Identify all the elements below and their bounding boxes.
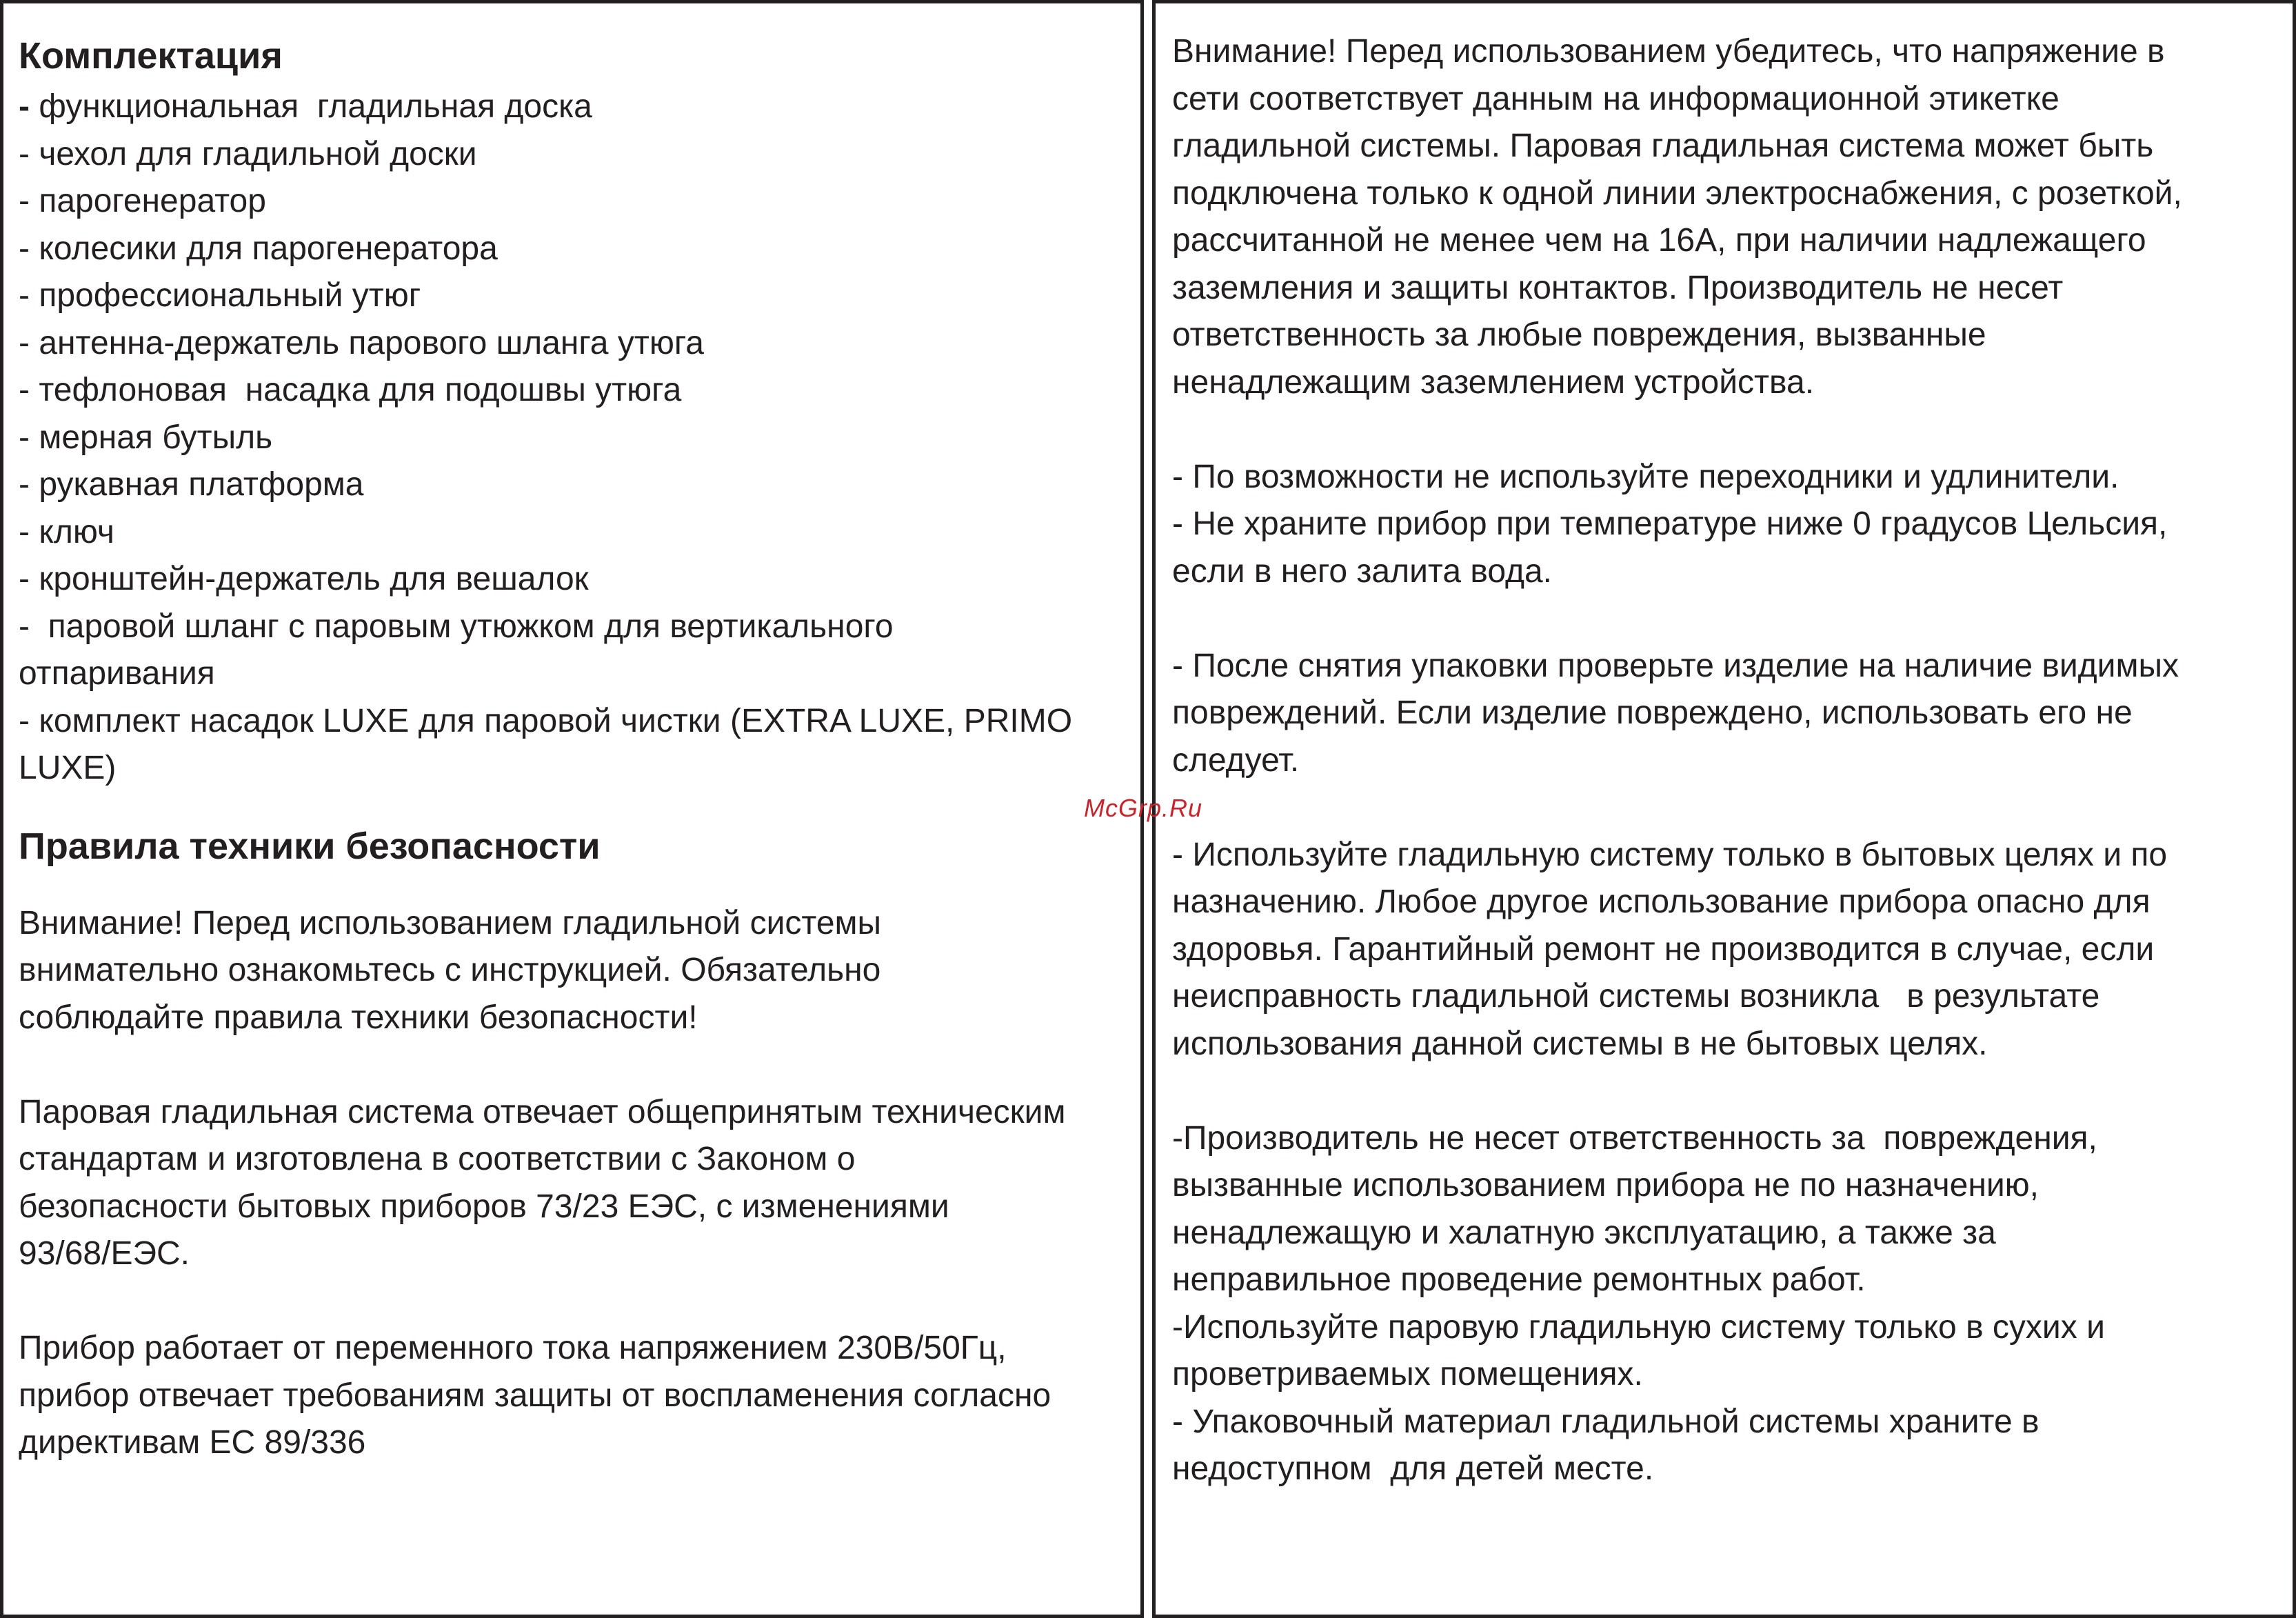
warning-paragraph: - После снятия упаковки проверьте изделие на наличие видимых повреждений. Если изделие повреждено, использовать его не следует. — [1172, 647, 2179, 779]
kit-item: - кронштейн-держатель для вешалок — [19, 561, 589, 597]
kit-item: - колесики для парогенератора — [19, 230, 498, 267]
kit-list — [19, 83, 1128, 792]
kit-item: - антенна-держатель парового шланга утюга — [19, 324, 704, 361]
kit-item: - мерная бутыль — [19, 419, 273, 456]
spacer — [19, 1278, 1128, 1326]
kit-item: - комплект насадок LUXE для паровой чистки (EXTRA LUXE, PRIMO LUXE) — [19, 702, 1073, 786]
kit-item: - тефлоновая насадка для подошвы утюга — [19, 372, 682, 408]
spacer — [1172, 1068, 2280, 1115]
kit-item-bullet: - — [19, 88, 30, 125]
left-column — [0, 0, 1144, 1618]
kit-item: - паровой шланг с паровым утюжком для вертикального отпаривания — [19, 608, 894, 692]
safety-paragraph: Внимание! Перед использованием гладильной системы внимательно ознакомьтесь с инструкцией. Обязательно соблюдайте правила техники безопасности! — [19, 904, 882, 1036]
kit-item-text: функциональная гладильная доска — [29, 88, 592, 125]
kit-item: - профессиональный утюг — [19, 277, 421, 314]
right-column — [1152, 0, 2296, 1618]
kit-heading: Комплектация — [19, 35, 283, 77]
spacer — [19, 874, 1128, 900]
warning-paragraph: - Используйте гладильную систему только в бытовых целях и по назначению. Любое другое использование прибора опасно для здоровья. Гарантийный ремонт не производится в случае, если неисправность гладильной системы возникла в результате использования данной системы в не бытовых целях. — [1172, 836, 2168, 1062]
warning-paragraph: - По возможности не используйте переходники и удлинители. - Не храните прибор при температуре ниже 0 градусов Цельсия, если в него залита вода. — [1172, 458, 2168, 590]
watermark: McGrp.Ru — [1084, 794, 1203, 822]
kit-item: - парогенератор — [19, 183, 266, 219]
kit-item — [19, 83, 1128, 131]
kit-item: - рукавная платформа — [19, 466, 364, 503]
warning-paragraph: -Производитель не несет ответственность за повреждения, вызванные использованием прибора не по назначению, ненадлежащую и халатную эксплуатацию, а также за неправильное проведение ремонтных работ. -Используйте паровую гладильную систему только в сухих и проветриваемых помещениях. - Упаковочный материал гладильной системы храните в недоступном для детей месте. — [1172, 1119, 2105, 1487]
spacer — [19, 1041, 1128, 1089]
spacer — [1172, 784, 2280, 832]
spacer — [1172, 406, 2280, 454]
warning-paragraph: Внимание! Перед использованием убедитесь, что напряжение в сети соответствует данным на информационной этикетке гладильной системы. Паровая гладильная система может быть подключена только к одной линии электроснабжения, с розеткой, рассчитанной не менее чем на 16А, при наличии надлежащего заземления и защиты контактов. Производитель не несет ответственность за любые повреждения, вызванные ненадлежащим заземлением устройства. — [1172, 33, 2182, 401]
kit-item: - чехол для гладильной доски — [19, 135, 477, 172]
spacer — [1172, 595, 2280, 643]
safety-heading: Правила техники безопасности — [19, 825, 601, 867]
safety-paragraph: Прибор работает от переменного тока напряжением 230В/50Гц, прибор отвечает требованиям защиты от воспламенения согласно директивам ЕС 89/336 — [19, 1330, 1051, 1461]
spacer — [19, 792, 1128, 819]
safety-paragraph: Паровая гладильная система отвечает общепринятым техническим стандартам и изготовлена в соответствии с Законом о безопасности бытовых приборов 73/23 ЕЭС, с изменениями 93/68/ЕЭС. — [19, 1093, 1066, 1272]
kit-item: - ключ — [19, 513, 114, 550]
